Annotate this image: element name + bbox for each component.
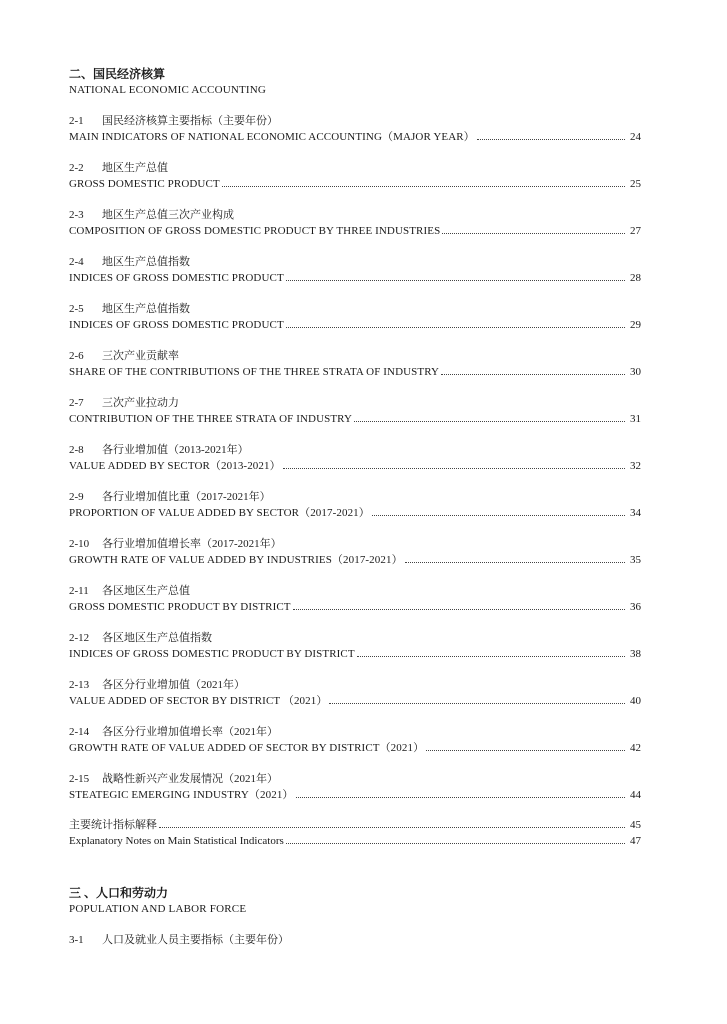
dot-leader xyxy=(296,796,625,798)
dot-leader xyxy=(222,185,625,187)
toc-note-line[interactable] xyxy=(69,817,641,833)
page-number: 45 xyxy=(630,819,641,831)
toc-entry-label-en: GROWTH RATE OF VALUE ADDED BY INDUSTRIES（2017-2021） xyxy=(69,554,403,566)
toc-entry-title-cn xyxy=(69,677,641,693)
page-number: 47 xyxy=(630,835,641,847)
dot-leader xyxy=(405,561,625,563)
page-number: 28 xyxy=(630,272,641,284)
toc-entry-title-cn xyxy=(69,160,641,176)
toc-entry-number: 2-10 xyxy=(69,538,90,550)
toc-entry[interactable] xyxy=(69,630,641,662)
toc-entry[interactable] xyxy=(69,348,641,380)
toc-entry-number: 2-9 xyxy=(69,491,84,503)
page-number: 34 xyxy=(630,507,641,519)
toc-entry-label-en: PROPORTION OF VALUE ADDED BY SECTOR（2017-2021） xyxy=(69,507,370,519)
dot-leader xyxy=(286,279,625,281)
page-number: 42 xyxy=(630,742,641,754)
toc-entry-line-en[interactable] xyxy=(69,176,641,192)
toc-entry-line-en[interactable] xyxy=(69,270,641,286)
toc-entry-number: 2-1 xyxy=(69,115,84,127)
toc-entry-line-en[interactable] xyxy=(69,693,641,709)
section-3-title-cn: 三 、人口和劳动力 xyxy=(69,886,169,900)
toc-entry[interactable] xyxy=(69,442,641,474)
toc-note-label: Explanatory Notes on Main Statistical Indicators xyxy=(69,835,284,847)
dot-leader xyxy=(442,232,625,234)
section-2-entries xyxy=(69,113,641,803)
toc-entry-line-en[interactable] xyxy=(69,787,641,803)
page-number: 29 xyxy=(630,319,641,331)
page-number: 44 xyxy=(630,789,641,801)
page-number: 38 xyxy=(630,648,641,660)
page-number: 31 xyxy=(630,413,641,425)
toc-entry-number: 3-1 xyxy=(69,934,84,946)
toc-entry-label-cn: 各区地区生产总值指数 xyxy=(102,632,212,644)
toc-entry-title-cn xyxy=(69,932,641,948)
page-number: 30 xyxy=(630,366,641,378)
toc-entry-label-cn: 各区分行业增加值增长率（2021年） xyxy=(102,726,278,738)
toc-entry-number: 2-2 xyxy=(69,162,84,174)
toc-entry-title-cn xyxy=(69,254,641,270)
toc-entry-line-en[interactable] xyxy=(69,411,641,427)
dot-leader xyxy=(283,467,625,469)
toc-entry-label-en: MAIN INDICATORS OF NATIONAL ECONOMIC ACCOUNTING（MAJOR YEAR） xyxy=(69,131,475,143)
page-number: 36 xyxy=(630,601,641,613)
toc-entry-label-cn: 地区生产总值指数 xyxy=(102,303,190,315)
toc-entry-title-cn xyxy=(69,771,641,787)
toc-entry-title-cn xyxy=(69,536,641,552)
toc-entry-number: 2-5 xyxy=(69,303,84,315)
toc-entry-label-en: STEATEGIC EMERGING INDUSTRY（2021） xyxy=(69,789,294,801)
toc-entry-label-cn: 三次产业拉动力 xyxy=(102,397,179,409)
toc-entry-label-cn: 各区地区生产总值 xyxy=(102,585,190,597)
toc-entry-title-cn xyxy=(69,630,641,646)
toc-entry-title-cn xyxy=(69,442,641,458)
dot-leader xyxy=(159,826,625,828)
section-2-notes xyxy=(69,817,641,849)
toc-entry-label-cn: 三次产业贡献率 xyxy=(102,350,179,362)
toc-entry[interactable] xyxy=(69,301,641,333)
toc-entry-label-en: INDICES OF GROSS DOMESTIC PRODUCT xyxy=(69,272,284,284)
toc-entry[interactable] xyxy=(69,113,641,145)
toc-entry-label-en: GROSS DOMESTIC PRODUCT xyxy=(69,178,220,190)
toc-entry-title-cn xyxy=(69,113,641,129)
page-number: 25 xyxy=(630,178,641,190)
toc-entry-label-cn: 国民经济核算主要指标（主要年份） xyxy=(102,115,278,127)
toc-entry-line-en[interactable] xyxy=(69,458,641,474)
toc-entry[interactable] xyxy=(69,489,641,521)
toc-note-label: 主要统计指标解释 xyxy=(69,819,157,831)
toc-entry-title-cn xyxy=(69,207,641,223)
toc-entry-label-en: GROSS DOMESTIC PRODUCT BY DISTRICT xyxy=(69,601,291,613)
section-3 xyxy=(69,885,641,948)
toc-entry-line-en[interactable] xyxy=(69,223,641,239)
toc-entry-label-cn: 人口及就业人员主要指标（主要年份） xyxy=(102,934,289,946)
dot-leader xyxy=(426,749,625,751)
toc-entry-label-cn: 各行业增加值比重（2017-2021年） xyxy=(102,491,271,503)
dot-leader xyxy=(354,420,625,422)
toc-entry-title-cn xyxy=(69,348,641,364)
toc-entry-line-en[interactable] xyxy=(69,599,641,615)
toc-entry-label-cn: 各行业增加值增长率（2017-2021年） xyxy=(102,538,282,550)
toc-entry-number: 2-11 xyxy=(69,585,89,597)
dot-leader xyxy=(293,608,625,610)
toc-entry-line-en[interactable] xyxy=(69,740,641,756)
section-2-title-en: NATIONAL ECONOMIC ACCOUNTING xyxy=(69,84,267,96)
toc-entry-label-en: INDICES OF GROSS DOMESTIC PRODUCT BY DISTRICT xyxy=(69,648,355,660)
toc-entry[interactable] xyxy=(69,254,641,286)
toc-entry[interactable] xyxy=(69,583,641,615)
toc-entry-number: 2-15 xyxy=(69,773,90,785)
toc-entry-line-en[interactable] xyxy=(69,317,641,333)
toc-entry-label-cn: 战略性新兴产业发展情况（2021年） xyxy=(102,773,278,785)
toc-entry-number: 2-4 xyxy=(69,256,84,268)
section-3-title-en: POPULATION AND LABOR FORCE xyxy=(69,903,247,915)
toc-entry-label-en: GROWTH RATE OF VALUE ADDED OF SECTOR BY DISTRICT（2021） xyxy=(69,742,425,754)
dot-leader xyxy=(372,514,625,516)
toc-page xyxy=(69,66,641,948)
toc-entry-label-en: CONTRIBUTION OF THE THREE STRATA OF INDUSTRY xyxy=(69,413,353,425)
toc-entry-label-en: COMPOSITION OF GROSS DOMESTIC PRODUCT BY THREE INDUSTRIES xyxy=(69,225,441,237)
toc-entry[interactable] xyxy=(69,677,641,709)
toc-entry-label-cn: 地区生产总值指数 xyxy=(102,256,190,268)
toc-entry-label-cn: 地区生产总值三次产业构成 xyxy=(102,209,234,221)
toc-entry-number: 2-13 xyxy=(69,679,90,691)
dot-leader xyxy=(286,842,625,844)
toc-entry-line-en[interactable] xyxy=(69,129,641,145)
toc-entry-line-en[interactable] xyxy=(69,364,641,380)
page-number: 24 xyxy=(630,131,641,143)
toc-entry-label-en: VALUE ADDED BY SECTOR（2013-2021） xyxy=(69,460,281,472)
dot-leader xyxy=(286,326,625,328)
toc-entry-line-en[interactable] xyxy=(69,552,641,568)
dot-leader xyxy=(477,138,625,140)
toc-entry-label-en: SHARE OF THE CONTRIBUTIONS OF THE THREE STRATA OF INDUSTRY xyxy=(69,366,440,378)
toc-entry[interactable] xyxy=(69,932,641,948)
dot-leader xyxy=(357,655,625,657)
toc-entry-title-cn xyxy=(69,583,641,599)
page-number: 35 xyxy=(630,554,641,566)
toc-entry-number: 2-3 xyxy=(69,209,84,221)
page-number: 32 xyxy=(630,460,641,472)
toc-entry-title-cn xyxy=(69,301,641,317)
toc-entry[interactable] xyxy=(69,395,641,427)
toc-entry-label-cn: 各区分行业增加值（2021年） xyxy=(102,679,245,691)
dot-leader xyxy=(329,702,625,704)
toc-entry-number: 2-8 xyxy=(69,444,84,456)
toc-entry-number: 2-6 xyxy=(69,350,84,362)
toc-entry-title-cn xyxy=(69,489,641,505)
toc-entry-line-en[interactable] xyxy=(69,646,641,662)
section-2-title-cn: 二、国民经济核算 xyxy=(69,67,166,81)
toc-entry-label-cn: 地区生产总值 xyxy=(102,162,168,174)
toc-entry-number: 2-14 xyxy=(69,726,90,738)
toc-entry[interactable] xyxy=(69,724,641,756)
toc-note-line[interactable] xyxy=(69,833,641,849)
toc-entry-title-cn xyxy=(69,724,641,740)
section-3-entries xyxy=(69,932,641,948)
toc-entry-label-cn: 各行业增加值（2013-2021年） xyxy=(102,444,249,456)
dot-leader xyxy=(441,373,625,375)
page-number: 40 xyxy=(630,695,641,707)
toc-entry[interactable] xyxy=(69,771,641,803)
toc-entry-label-en: VALUE ADDED OF SECTOR BY DISTRICT （2021） xyxy=(69,695,328,707)
toc-entry-number: 2-12 xyxy=(69,632,90,644)
toc-entry-number: 2-7 xyxy=(69,397,84,409)
toc-entry-label-en: INDICES OF GROSS DOMESTIC PRODUCT xyxy=(69,319,284,331)
toc-entry[interactable] xyxy=(69,160,641,192)
page-number: 27 xyxy=(630,225,641,237)
toc-entry-title-cn xyxy=(69,395,641,411)
toc-entry[interactable] xyxy=(69,207,641,239)
toc-entry-line-en[interactable] xyxy=(69,505,641,521)
toc-entry[interactable] xyxy=(69,536,641,568)
